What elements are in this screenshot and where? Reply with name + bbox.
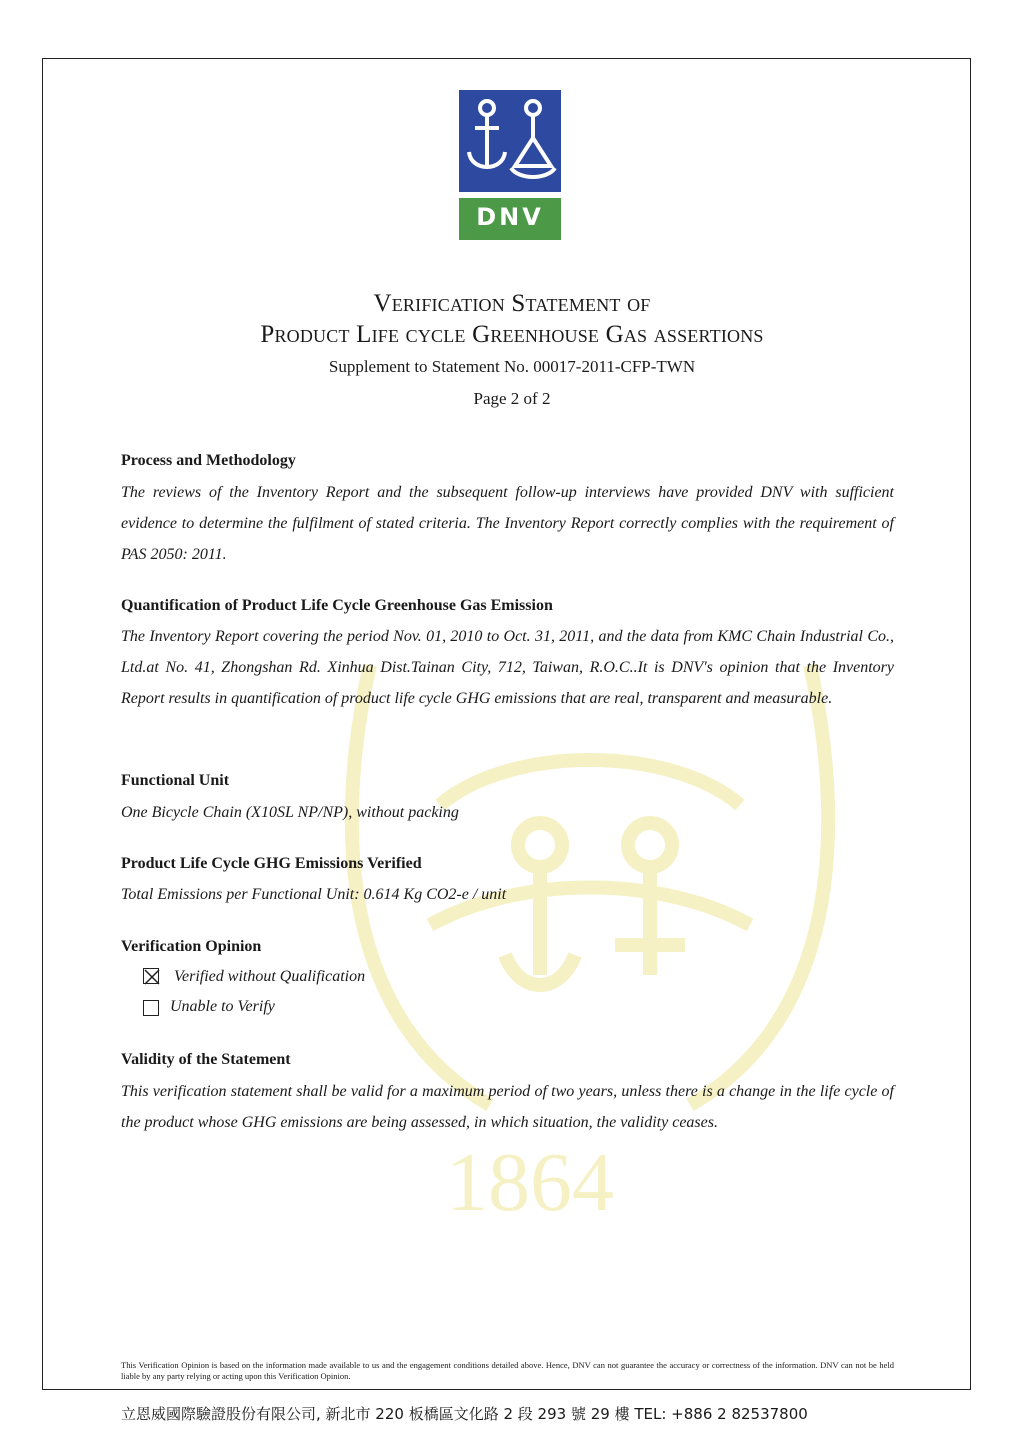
supplement-number: Supplement to Statement No. 00017-2011-CFP-TWN <box>328 357 696 376</box>
quantification-body: The Inventory Report covering the period Nov. 01, 2010 to Oct. 31, 2011, and the data from KMC Chain Industrial Co., Ltd.at No. 41, Zhongshan Rd. Xinhua Dist.Tainan City, 712, Taiwan, R.O.C..It is DNV's opinion that the Inventory Report results in quantification of product life cycle GHG emissions that are real, transparent and measurable. <box>121 628 894 707</box>
validity-body: This verification statement shall be valid for a maximum period of two years, unless there is a change in the life cycle of the product whose GHG emissions are being assessed, in which situation, the validity ceases. <box>121 1083 894 1131</box>
unable-option-label: Unable to Verify <box>170 998 275 1015</box>
emissions-heading: Product Life Cycle GHG Emissions Verified <box>121 855 422 872</box>
logo-text: DNV <box>476 203 544 231</box>
title-line-1: Verification Statement of <box>373 290 651 317</box>
watermark-year: 1864 <box>446 1136 614 1229</box>
process-body: The reviews of the Inventory Report and the subsequent follow-up interviews have provided DNV with sufficient evidence to determine the fulfilment of stated criteria. The Inventory Report correctly complies with the requirement of PAS 2050: 2011. <box>121 484 894 563</box>
cross-mark-icon <box>144 969 160 985</box>
page-number: Page 2 of 2 <box>473 389 551 408</box>
anchor-icon <box>459 90 561 192</box>
unable-checkbox <box>143 1000 159 1016</box>
verified-option-label: Verified without Qualification <box>174 968 366 985</box>
dnv-logo <box>459 90 561 250</box>
disclaimer-footnote: This Verification Opinion is based on the information made available to us and the engagement conditions detailed above. Hence, DNV can not guarantee the accuracy or correctness of the information. DNV can not be held liable by any party relying or acting upon this Verification Opinion. <box>121 1360 894 1381</box>
process-heading: Process and Methodology <box>121 452 296 469</box>
functional-unit-body: One Bicycle Chain (X10SL NP/NP), without packing <box>121 804 459 821</box>
company-address: 立恩威國際驗證股份有限公司, 新北市 220 板橋區文化路 2 段 293 號 29 樓 TEL: +886 2 82537800 <box>121 1405 808 1423</box>
functional-unit-heading: Functional Unit <box>121 772 230 789</box>
verified-checkbox <box>143 968 159 984</box>
quantification-heading: Quantification of Product Life Cycle Greenhouse Gas Emission <box>121 597 553 614</box>
title-line-2: Product Life cycle Greenhouse Gas assertions <box>260 321 764 348</box>
logo-emblem <box>459 90 561 192</box>
emissions-body: Total Emissions per Functional Unit: 0.614 Kg CO2-e / unit <box>121 886 507 903</box>
validity-heading: Validity of the Statement <box>121 1051 291 1068</box>
opinion-heading: Verification Opinion <box>121 938 262 955</box>
